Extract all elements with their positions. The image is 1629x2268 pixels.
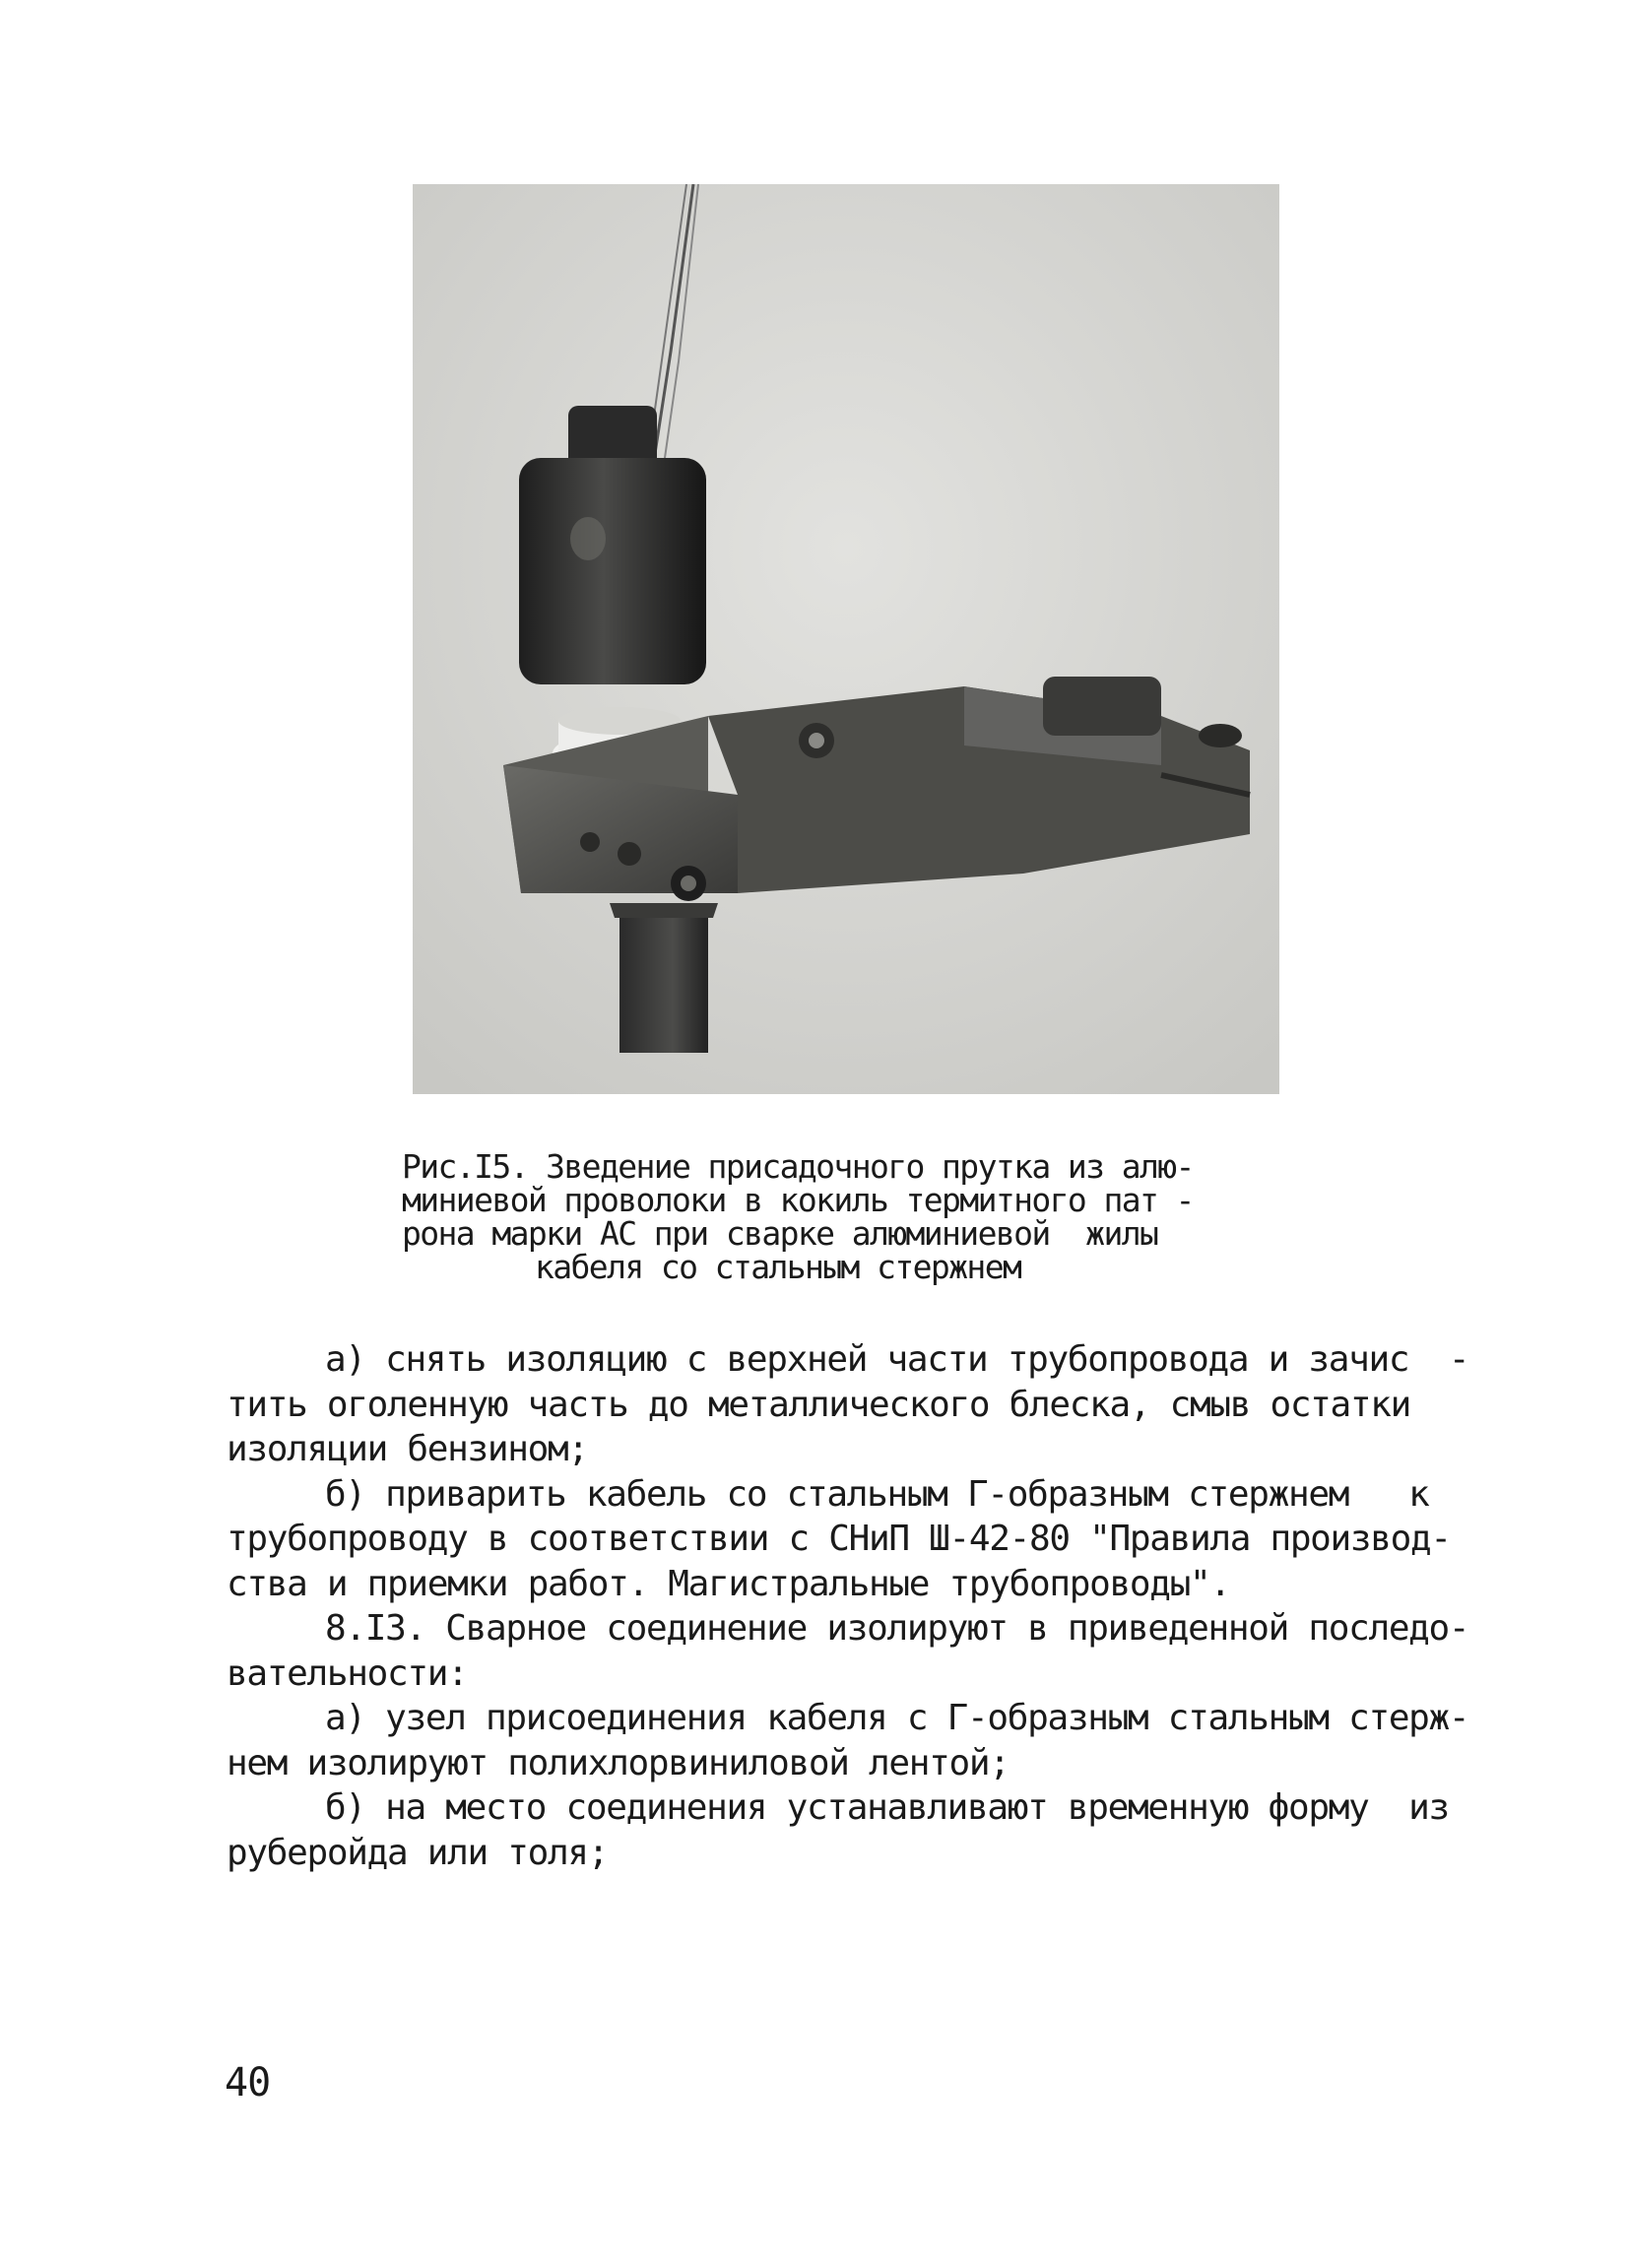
body-text (227, 1337, 1469, 1875)
figure-caption (402, 1147, 1288, 1286)
caption-line: Рис.I5. Зведение присадочного прутка из алю- (402, 1147, 1194, 1186)
thermite-cartridge-photo (413, 184, 1279, 1094)
caption-line: рона марки АС при сварке алюминиевой жилы (402, 1214, 1158, 1253)
caption-line: миниевой проволоки в кокиль термитного пат - (402, 1181, 1194, 1219)
caption-line: кабеля со стальным стержнем (535, 1248, 1021, 1286)
text-line: а) снять изоляцию с верхней части трубопровода и зачис - (325, 1339, 1469, 1380)
text-line: тить оголенную часть до металлического блеска, смыв остатки (227, 1384, 1411, 1425)
text-line: а) узел присоединения кабеля с Г-образным стальным стерж- (325, 1698, 1469, 1738)
page-number: 40 (225, 2060, 271, 2106)
text-line: ства и приемки работ. Магистральные трубопроводы". (227, 1563, 1230, 1604)
text-line: вательности: (227, 1652, 468, 1694)
figure-photo (413, 184, 1279, 1094)
text-line: б) приварить кабель со стальным Г-образным стержнем к (325, 1473, 1429, 1515)
text-line: б) на место соединения устанавливают временную форму из (325, 1787, 1449, 1828)
text-line: трубопроводу в соответствии с СНиП Ш-42-80 "Правила производ- (227, 1519, 1451, 1559)
text-line: руберойда или толя; (227, 1832, 609, 1873)
text-line: 8.I3. Сварное соединение изолируют в приведенной последо- (325, 1608, 1469, 1649)
text-line: нем изолируют полихлорвиниловой лентой; (227, 1742, 1010, 1783)
text-line: изоляции бензином; (227, 1429, 588, 1469)
